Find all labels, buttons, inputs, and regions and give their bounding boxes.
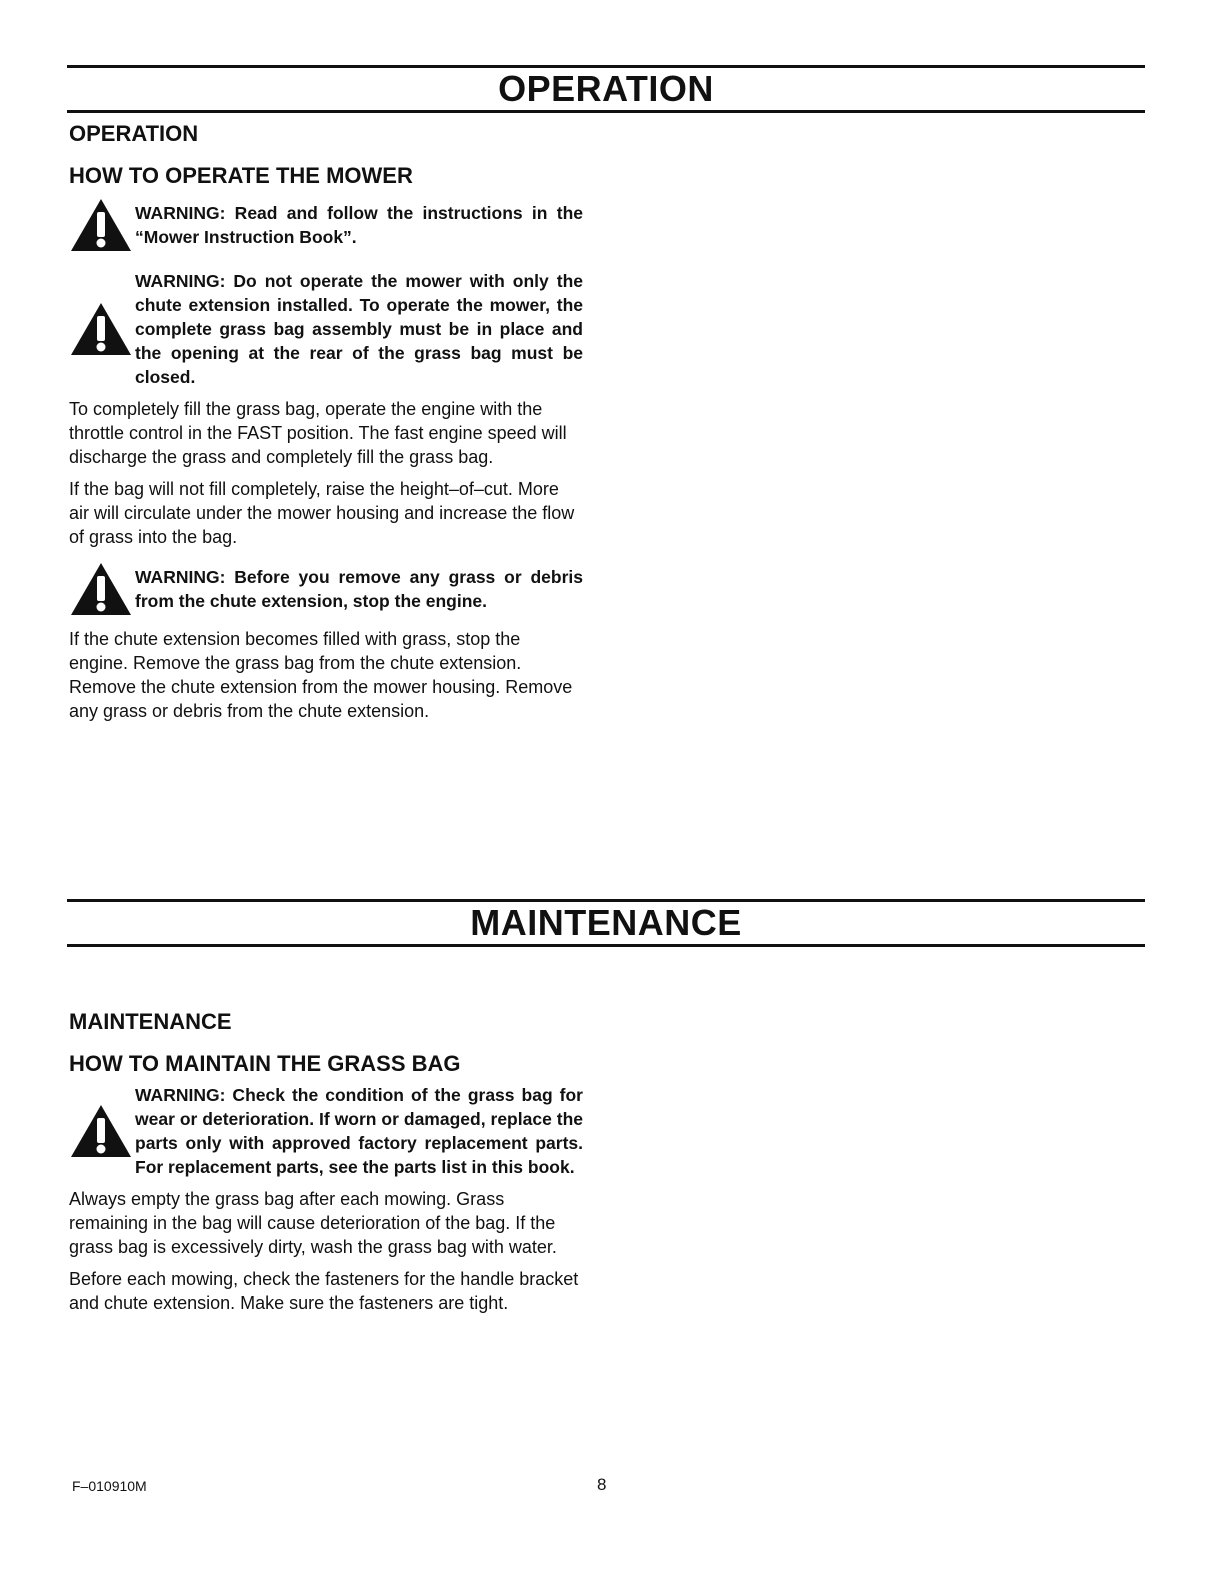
operate-mower-title: HOW TO OPERATE THE MOWER (69, 163, 413, 188)
warning-read-instructions (69, 197, 583, 253)
operation-section-title: OPERATION (69, 121, 199, 146)
maintenance-banner (67, 899, 1145, 947)
paragraph-check-fasteners: Before each mowing, check the fasteners for the handle bracket and chute extension. Make sure the fasteners are tight. (69, 1269, 579, 1313)
document-code: F–010910M (72, 1478, 147, 1494)
maintenance-banner-title: MAINTENANCE (470, 902, 742, 943)
warning-text: WARNING: Before you remove any grass or debris from the chute extension, stop the engine. (135, 567, 583, 611)
operation-section (69, 121, 583, 723)
paragraph-fill-bag: To completely fill the grass bag, operate the engine with the throttle control in the FAST position. The fast engine speed will discharge the grass and completely fill the grass bag. (69, 399, 567, 467)
warning-grass-bag-condition (69, 1083, 583, 1179)
warning-text: WARNING: Do not operate the mower with only the chute extension installed. To operate the mower, the complete grass bag assembly must be in place and the opening at the rear of the grass bag must be closed. (135, 271, 583, 387)
warning-triangle-icon (69, 197, 135, 253)
warning-text: WARNING: Read and follow the instructions in the “Mower Instruction Book”. (135, 203, 583, 247)
paragraph-empty-bag: Always empty the grass bag after each mowing. Grass remaining in the bag will cause deterioration of the bag. If the grass bag is excessively dirty, wash the grass bag with water. (69, 1189, 557, 1257)
warning-chute-extension (69, 269, 583, 389)
warning-text: WARNING: Check the condition of the grass bag for wear or deterioration. If worn or damaged, replace the parts only with approved factory replacement parts. For replacement parts, see the parts list in this book. (135, 1085, 583, 1177)
maintenance-section-title: MAINTENANCE (69, 1009, 232, 1034)
operation-banner (67, 65, 1145, 113)
paragraph-chute-filled: If the chute extension becomes filled with grass, stop the engine. Remove the grass bag from the chute extension. Remove the chute extension from the mower housing. Remove any grass or debris from the chute extension. (69, 629, 573, 721)
maintenance-section (69, 1009, 583, 1315)
maintain-grass-bag-title: HOW TO MAINTAIN THE GRASS BAG (69, 1051, 461, 1076)
banner-rule-bottom (67, 110, 1145, 113)
banner-rule-bottom (67, 944, 1145, 947)
paragraph-height-of-cut: If the bag will not fill completely, raise the height–of–cut. More air will circulate under the mower housing and increase the flow of grass into the bag. (69, 479, 575, 547)
warning-stop-engine (69, 561, 583, 617)
warning-triangle-icon (69, 1103, 135, 1159)
warning-triangle-icon (69, 301, 135, 357)
warning-triangle-icon (69, 561, 135, 617)
operation-banner-title: OPERATION (498, 68, 714, 109)
page-number: 8 (597, 1475, 607, 1494)
